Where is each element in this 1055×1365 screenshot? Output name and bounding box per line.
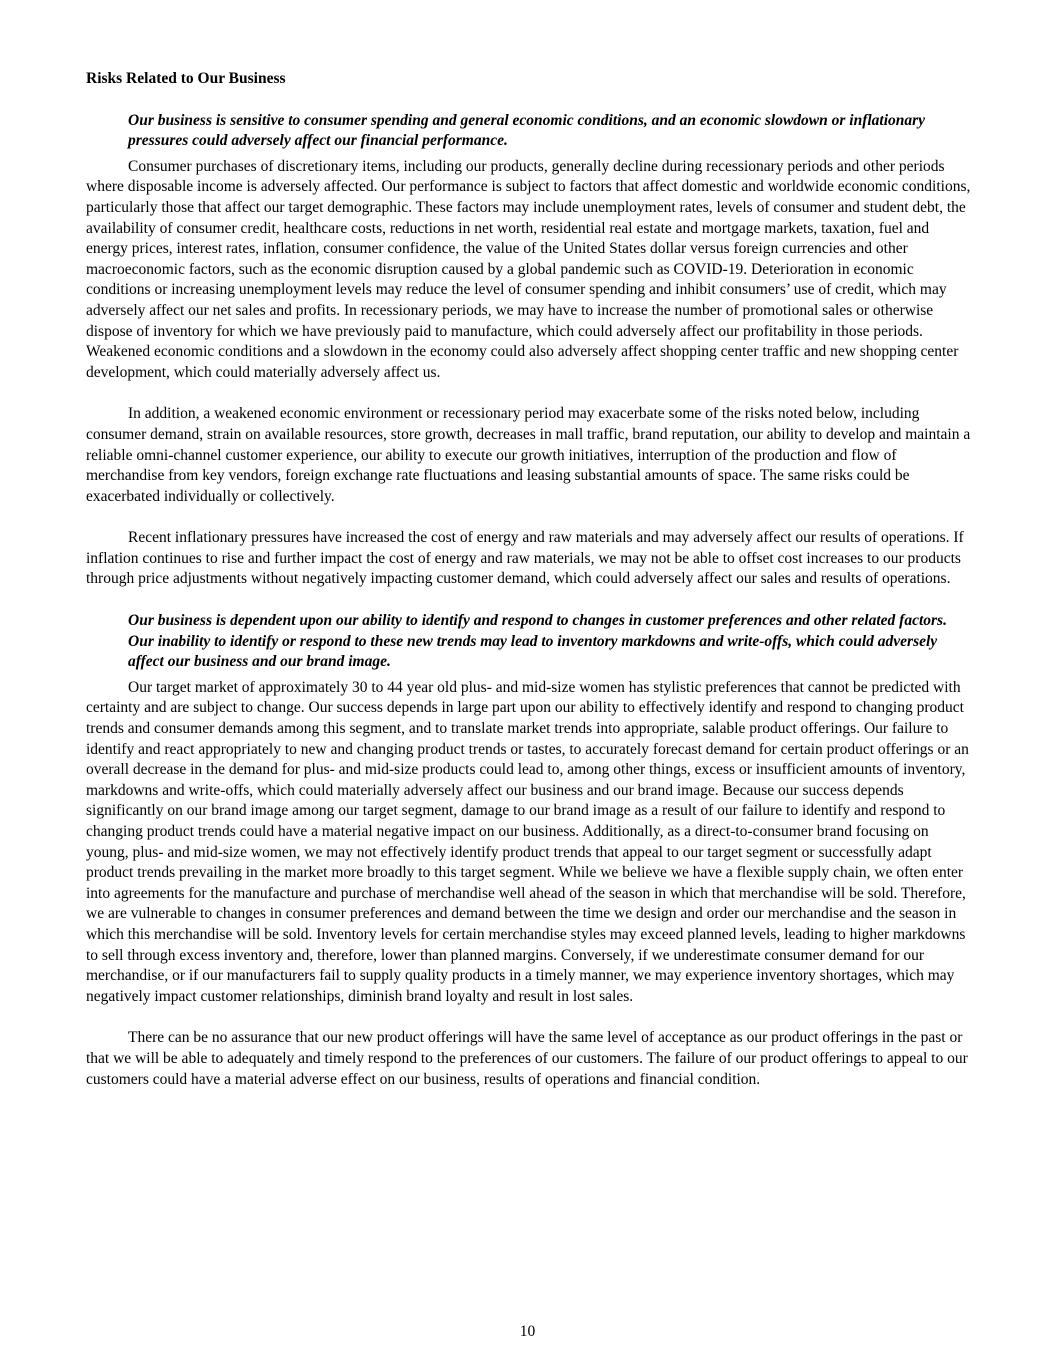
page-number: 10 — [519, 1323, 536, 1340]
document-page — [86, 69, 972, 1090]
section-heading: Risks Related to Our Business — [86, 70, 286, 87]
paragraph: Our target market of approximately 30 to 44 year old plus- and mid-size women has stylistic preferences that cannot be predicted with certainty and are subject to change. Our success depends in large part upon our ability to effectively identify and respond to changing product trends and consumer demands among this segment, and to translate market trends into appropriate, salable product offerings. Our failure to identify and react appropriately to new and changing product trends or tastes, to accurately forecast demand for certain product offerings or an overall decrease in the demand for plus- and mid-size products could lead to, among other things, excess or insufficient amounts of inventory, markdowns and write-offs, which could materially adversely affect our business and our brand image. Because our success depends significantly on our brand image among our target segment, damage to our brand image as a result of our failure to identify and respond to changing product trends could have a material negative impact on our business. Additionally, as a direct-to-consumer brand focusing on young, plus- and mid-size women, we may not effectively identify product trends that appeal to our target segment or successfully adapt product trends prevailing in the market more broadly to this target segment. While we believe we have a flexible supply chain, we often enter into agreements for the manufacture and purchase of merchandise well ahead of the season in which that merchandise will be sold. Therefore, we are vulnerable to changes in consumer preferences and demand between the time we design and order our merchandise and the season in which this merchandise will be sold. Inventory levels for certain merchandise styles may exceed planned levels, leading to higher markdowns to sell through excess inventory and, therefore, lower than planned margins. Conversely, if we underestimate consumer demand for our merchandise, or if our manufacturers fail to supply quality products in a timely manner, we may experience inventory shortages, which may negatively impact customer relationships, diminish brand loyalty and result in lost sales. — [86, 678, 969, 1005]
paragraph: In addition, a weakened economic environment or recessionary period may exacerbate some of the risks noted below, including consumer demand, strain on available resources, store growth, decreases in mall traffic, brand reputation, our ability to develop and maintain a reliable omni-channel customer experience, our ability to execute our growth initiatives, interruption of the production and flow of merchandise from key vendors, foreign exchange rate fluctuations and leasing substantial amounts of space. The same risks could be exacerbated individually or collectively. — [86, 405, 971, 505]
risk-title: Our business is sensitive to consumer spending and general economic conditions, and an economic slowdown or inflationary pressures could adversely affect our financial performance. — [128, 111, 926, 150]
risk-title: Our business is dependent upon our ability to identify and respond to changes in customer preferences and other related factors. Our inability to identify or respond to these new trends may lead to inventory markdowns and write-offs, which could adversely affect our business and our brand image. — [128, 612, 947, 671]
paragraph: Consumer purchases of discretionary items, including our products, generally decline during recessionary periods and other periods where disposable income is adversely affected. Our performance is subject to factors that affect domestic and worldwide economic conditions, particularly those that affect our target demographic. These factors may include unemployment rates, levels of consumer and student debt, the availability of consumer credit, healthcare costs, reductions in net worth, residential real estate and mortgage markets, taxation, fuel and energy prices, interest rates, inflation, consumer confidence, the value of the United States dollar versus foreign currencies and other macroeconomic factors, such as the economic disruption caused by a global pandemic such as COVID-19. Deterioration in economic conditions or increasing unemployment levels may reduce the level of consumer spending and inhibit consumers’ use of credit, which may adversely affect our net sales and profits. In recessionary periods, we may have to increase the number of promotional sales or otherwise dispose of inventory for which we have previously paid to manufacture, which could adversely affect our profitability in those periods. Weakened economic conditions and a slowdown in the economy could also adversely affect shopping center traffic and new shopping center development, which could materially adversely affect us. — [86, 157, 971, 381]
risk-factor-1 — [86, 111, 972, 590]
paragraph: There can be no assurance that our new product offerings will have the same level of acceptance as our product offerings in the past or that we will be able to adequately and timely respond to the preferences of our customers. The failure of our product offerings to appeal to our customers could have a material adverse effect on our business, results of operations and financial condition. — [86, 1029, 968, 1088]
paragraph: Recent inflationary pressures have increased the cost of energy and raw materials and may adversely affect our results of operations. If inflation continues to rise and further impact the cost of energy and raw materials, we may not be able to offset cost increases to our products through price adjustments without negatively impacting customer demand, which could adversely affect our sales and results of operations. — [86, 529, 964, 588]
risk-factor-2 — [86, 611, 972, 1090]
